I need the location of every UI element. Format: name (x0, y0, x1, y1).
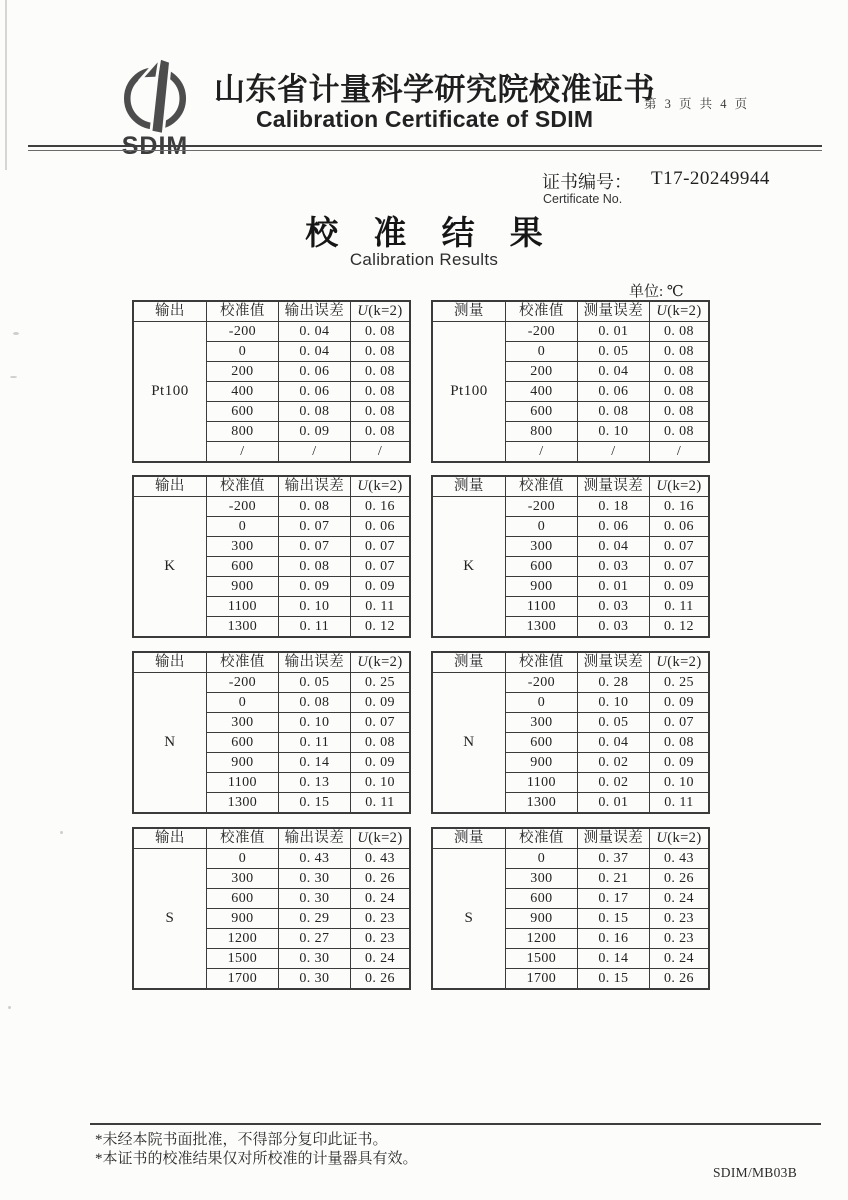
cell: 0. 06 (577, 517, 649, 537)
cell: / (577, 442, 649, 463)
cell: 0. 02 (577, 753, 649, 773)
cell: 600 (505, 733, 577, 753)
cell: 0. 43 (350, 849, 410, 869)
cell: 0. 05 (577, 713, 649, 733)
column-header: 输出 (133, 301, 206, 322)
column-header: 校准值 (206, 828, 278, 849)
column-header: 校准值 (206, 652, 278, 673)
cell: 0. 23 (649, 909, 709, 929)
cell: 0. 21 (577, 869, 649, 889)
cell: 400 (206, 382, 278, 402)
row-label: Pt100 (133, 322, 206, 463)
cell: 0. 08 (278, 557, 350, 577)
calibration-table (132, 651, 411, 814)
column-header: U(k=2) (649, 828, 709, 849)
cell: 0. 11 (350, 597, 410, 617)
column-header: 测量 (432, 476, 505, 497)
column-header: 测量误差 (577, 301, 649, 322)
calibration-table (431, 475, 710, 638)
calibration-table (431, 651, 710, 814)
column-header: U(k=2) (350, 476, 410, 497)
cell: 1700 (206, 969, 278, 990)
column-header: 输出 (133, 476, 206, 497)
cell: 0. 02 (577, 773, 649, 793)
table-header-row (133, 828, 410, 849)
cell: / (278, 442, 350, 463)
cell: 0. 27 (278, 929, 350, 949)
cell: 0. 28 (577, 673, 649, 693)
cell: -200 (206, 673, 278, 693)
cell: -200 (505, 322, 577, 342)
cell: 1100 (206, 597, 278, 617)
cell: 1100 (206, 773, 278, 793)
cell: 0. 08 (649, 422, 709, 442)
cell: 200 (206, 362, 278, 382)
cell: 0. 10 (278, 597, 350, 617)
header-divider (28, 145, 822, 151)
cell: 0. 10 (350, 773, 410, 793)
cell: 0. 14 (577, 949, 649, 969)
table-header-row (432, 476, 709, 497)
cell: 0. 10 (649, 773, 709, 793)
cell: 1300 (206, 617, 278, 638)
cell: 1500 (206, 949, 278, 969)
cell: 1700 (505, 969, 577, 990)
cell: 0. 24 (350, 949, 410, 969)
cell: 0. 08 (649, 402, 709, 422)
cell: 0. 16 (649, 497, 709, 517)
cell: 0. 06 (649, 517, 709, 537)
cell: 0. 09 (350, 577, 410, 597)
cell: 0. 17 (577, 889, 649, 909)
cell: 0. 08 (350, 342, 410, 362)
cell: 300 (505, 869, 577, 889)
cell: 800 (505, 422, 577, 442)
row-label: S (133, 849, 206, 990)
cell: / (649, 442, 709, 463)
row-label: K (432, 497, 505, 638)
table-header-row (432, 828, 709, 849)
cell: 0 (505, 342, 577, 362)
column-header: U(k=2) (350, 828, 410, 849)
table-row (432, 322, 709, 342)
cell: 0. 09 (350, 693, 410, 713)
row-label: S (432, 849, 505, 990)
row-label: N (133, 673, 206, 814)
cell: 0. 07 (278, 517, 350, 537)
table-header-row (432, 652, 709, 673)
cell: 0. 01 (577, 322, 649, 342)
cell: 0. 16 (577, 929, 649, 949)
cell: 0 (206, 849, 278, 869)
cell: 0. 03 (577, 557, 649, 577)
cell: 300 (505, 537, 577, 557)
cell: 0. 04 (278, 322, 350, 342)
scan-speck (8, 1006, 11, 1009)
cell: 900 (505, 909, 577, 929)
cell: 900 (206, 753, 278, 773)
calibration-table (132, 827, 411, 990)
calibration-table (431, 827, 710, 990)
cell: 600 (505, 402, 577, 422)
cell: 0. 07 (350, 537, 410, 557)
measure-table-s (431, 827, 710, 990)
measure-table-k (431, 475, 710, 638)
cell: 0 (505, 693, 577, 713)
cell: 0. 10 (278, 713, 350, 733)
cell: 0. 07 (350, 713, 410, 733)
output-table-k (132, 475, 411, 638)
cell: 300 (206, 713, 278, 733)
cell: 0. 09 (278, 577, 350, 597)
sdim-logo-text: SDIM (121, 132, 189, 160)
cell: 0. 08 (350, 733, 410, 753)
cell: 0 (505, 517, 577, 537)
cell: 0. 10 (577, 422, 649, 442)
cell: 1100 (505, 773, 577, 793)
cell: 0. 24 (350, 889, 410, 909)
cell: 0. 10 (577, 693, 649, 713)
column-header: 校准值 (505, 828, 577, 849)
column-header: U(k=2) (649, 301, 709, 322)
section-title-cn: 校 准 结 果 (305, 214, 556, 251)
table-group-s (0, 827, 848, 993)
cell: 600 (206, 557, 278, 577)
cell: 600 (206, 402, 278, 422)
calibration-table (431, 300, 710, 463)
cell: 0. 09 (350, 753, 410, 773)
footer-divider (90, 1123, 821, 1125)
cell: 0. 08 (649, 322, 709, 342)
row-label: Pt100 (432, 322, 505, 463)
cell: 0. 06 (350, 517, 410, 537)
cell: 0. 12 (350, 617, 410, 638)
cell: 0. 13 (278, 773, 350, 793)
cell: 400 (505, 382, 577, 402)
cell: 0. 04 (577, 537, 649, 557)
cell: 1500 (505, 949, 577, 969)
column-header: 校准值 (505, 476, 577, 497)
cell: -200 (206, 322, 278, 342)
cell: 0. 14 (278, 753, 350, 773)
cell: 0. 30 (278, 889, 350, 909)
cell: 0. 43 (649, 849, 709, 869)
cell: 800 (206, 422, 278, 442)
cell: 0. 23 (350, 909, 410, 929)
column-header: U(k=2) (649, 476, 709, 497)
cell: 0. 11 (278, 733, 350, 753)
cell: 0. 06 (278, 382, 350, 402)
cell: 600 (505, 557, 577, 577)
cell: 600 (505, 889, 577, 909)
cell: 0. 03 (577, 597, 649, 617)
cell: 0. 07 (350, 557, 410, 577)
cell: 0. 24 (649, 889, 709, 909)
cell: 0. 11 (278, 617, 350, 638)
cell: -200 (505, 673, 577, 693)
column-header: 测量 (432, 828, 505, 849)
row-label: K (133, 497, 206, 638)
cell: 0. 04 (577, 733, 649, 753)
row-label: N (432, 673, 505, 814)
cell: 0. 06 (577, 382, 649, 402)
cell: 0. 07 (649, 713, 709, 733)
footnote-2: *本证书的校准结果仅对所校准的计量器具有效。 (95, 1151, 418, 1167)
column-header: 测量误差 (577, 652, 649, 673)
cell: 0. 04 (577, 362, 649, 382)
cell: 1200 (206, 929, 278, 949)
cell: 200 (505, 362, 577, 382)
table-group-pt100 (0, 300, 848, 466)
output-table-n (132, 651, 411, 814)
cell: -200 (505, 497, 577, 517)
cell: 1200 (505, 929, 577, 949)
column-header: 测量误差 (577, 476, 649, 497)
unit-label: 单位: ℃ (629, 284, 684, 300)
cell: 0. 30 (278, 869, 350, 889)
column-header: U(k=2) (350, 652, 410, 673)
cell: 0. 24 (649, 949, 709, 969)
cell: / (505, 442, 577, 463)
table-group-k (0, 475, 848, 641)
cell: 900 (206, 577, 278, 597)
cell: 600 (206, 733, 278, 753)
measure-table-n (431, 651, 710, 814)
cell: 0. 09 (278, 422, 350, 442)
column-header: U(k=2) (350, 301, 410, 322)
table-header-row (133, 301, 410, 322)
cell: 0. 08 (649, 362, 709, 382)
cell: 0. 05 (577, 342, 649, 362)
cell: 0. 37 (577, 849, 649, 869)
cell: 0. 09 (649, 693, 709, 713)
cell: 0. 04 (278, 342, 350, 362)
output-table-s (132, 827, 411, 990)
cell: 0. 30 (278, 969, 350, 990)
table-row (432, 497, 709, 517)
column-header: 输出误差 (278, 828, 350, 849)
cell: 0. 08 (350, 382, 410, 402)
cell: 0. 16 (350, 497, 410, 517)
cell: 0. 43 (278, 849, 350, 869)
certificate-title-cn: 山东省计量科学研究院校准证书 (214, 72, 655, 107)
cell: 0. 07 (278, 537, 350, 557)
cell: 0. 09 (649, 577, 709, 597)
cell: 0. 01 (577, 577, 649, 597)
cell: 0. 11 (649, 597, 709, 617)
table-row (432, 849, 709, 869)
scan-edge-artifact (5, 0, 7, 170)
cell: 0. 23 (350, 929, 410, 949)
column-header: 校准值 (505, 652, 577, 673)
page-number: 第 3 页 共 4 页 (644, 97, 750, 111)
column-header: 校准值 (206, 301, 278, 322)
cell: 0. 07 (649, 537, 709, 557)
cell: 0. 11 (350, 793, 410, 814)
certificate-no-label-cn: 证书编号： (542, 172, 632, 192)
table-row (133, 673, 410, 693)
cell: 1300 (206, 793, 278, 814)
cell: 300 (206, 537, 278, 557)
cell: 0. 29 (278, 909, 350, 929)
column-header: 输出误差 (278, 476, 350, 497)
cell: 0. 15 (278, 793, 350, 814)
cell: 0. 12 (649, 617, 709, 638)
cell: 0. 26 (649, 969, 709, 990)
certificate-number: T17-20249944 (651, 168, 770, 189)
cell: 0. 08 (649, 733, 709, 753)
cell: 0. 26 (350, 869, 410, 889)
cell: 0. 18 (577, 497, 649, 517)
cell: 0. 11 (649, 793, 709, 814)
document-code: SDIM/MB03B (713, 1165, 798, 1180)
cell: 0. 08 (350, 422, 410, 442)
column-header: 测量 (432, 301, 505, 322)
cell: 0. 08 (278, 693, 350, 713)
cell: 0. 30 (278, 949, 350, 969)
sdim-logo-icon (114, 56, 196, 136)
cell: 300 (505, 713, 577, 733)
cell: 0. 08 (649, 382, 709, 402)
cell: 0. 15 (577, 909, 649, 929)
cell: 0 (206, 342, 278, 362)
output-table-pt100 (132, 300, 411, 463)
cell: 0. 01 (577, 793, 649, 814)
cell: 600 (206, 889, 278, 909)
calibration-table (132, 300, 411, 463)
cell: / (206, 442, 278, 463)
cell: 0. 08 (350, 402, 410, 422)
cell: 0. 09 (649, 753, 709, 773)
cell: 1300 (505, 617, 577, 638)
cell: 0. 15 (577, 969, 649, 990)
cell: 0. 25 (649, 673, 709, 693)
measure-table-pt100 (431, 300, 710, 463)
column-header: 测量误差 (577, 828, 649, 849)
table-group-n (0, 651, 848, 817)
cell: 0. 08 (278, 402, 350, 422)
cell: 0. 08 (577, 402, 649, 422)
certificate-no-label-en: Certificate No. (543, 192, 623, 206)
column-header: 输出 (133, 828, 206, 849)
column-header: 输出误差 (278, 301, 350, 322)
table-header-row (133, 652, 410, 673)
cell: 0. 06 (278, 362, 350, 382)
calibration-table (132, 475, 411, 638)
cell: / (350, 442, 410, 463)
cell: 0. 26 (649, 869, 709, 889)
table-header-row (133, 476, 410, 497)
cell: 0. 05 (278, 673, 350, 693)
cell: 900 (505, 577, 577, 597)
column-header: 校准值 (505, 301, 577, 322)
table-row (133, 849, 410, 869)
column-header: 输出误差 (278, 652, 350, 673)
cell: 0. 26 (350, 969, 410, 990)
cell: 1300 (505, 793, 577, 814)
cell: 0. 25 (350, 673, 410, 693)
cell: 0. 08 (350, 362, 410, 382)
cell: 0 (206, 517, 278, 537)
cell: 0. 07 (649, 557, 709, 577)
section-title-en: Calibration Results (349, 250, 499, 269)
cell: 300 (206, 869, 278, 889)
table-header-row (432, 301, 709, 322)
cell: 900 (505, 753, 577, 773)
cell: 0. 08 (278, 497, 350, 517)
cell: 1100 (505, 597, 577, 617)
column-header: U(k=2) (649, 652, 709, 673)
column-header: 校准值 (206, 476, 278, 497)
cell: 0. 08 (350, 322, 410, 342)
column-header: 测量 (432, 652, 505, 673)
certificate-title-en: Calibration Certificate of SDIM (256, 106, 594, 132)
footnote-1: *未经本院书面批准，不得部分复印此证书。 (95, 1132, 388, 1148)
cell: 900 (206, 909, 278, 929)
cell: 0. 23 (649, 929, 709, 949)
column-header: 输出 (133, 652, 206, 673)
cell: -200 (206, 497, 278, 517)
table-row (432, 673, 709, 693)
cell: 0 (206, 693, 278, 713)
cell: 0 (505, 849, 577, 869)
cell: 0. 03 (577, 617, 649, 638)
table-row (133, 497, 410, 517)
cell: 0. 08 (649, 342, 709, 362)
table-row (133, 322, 410, 342)
